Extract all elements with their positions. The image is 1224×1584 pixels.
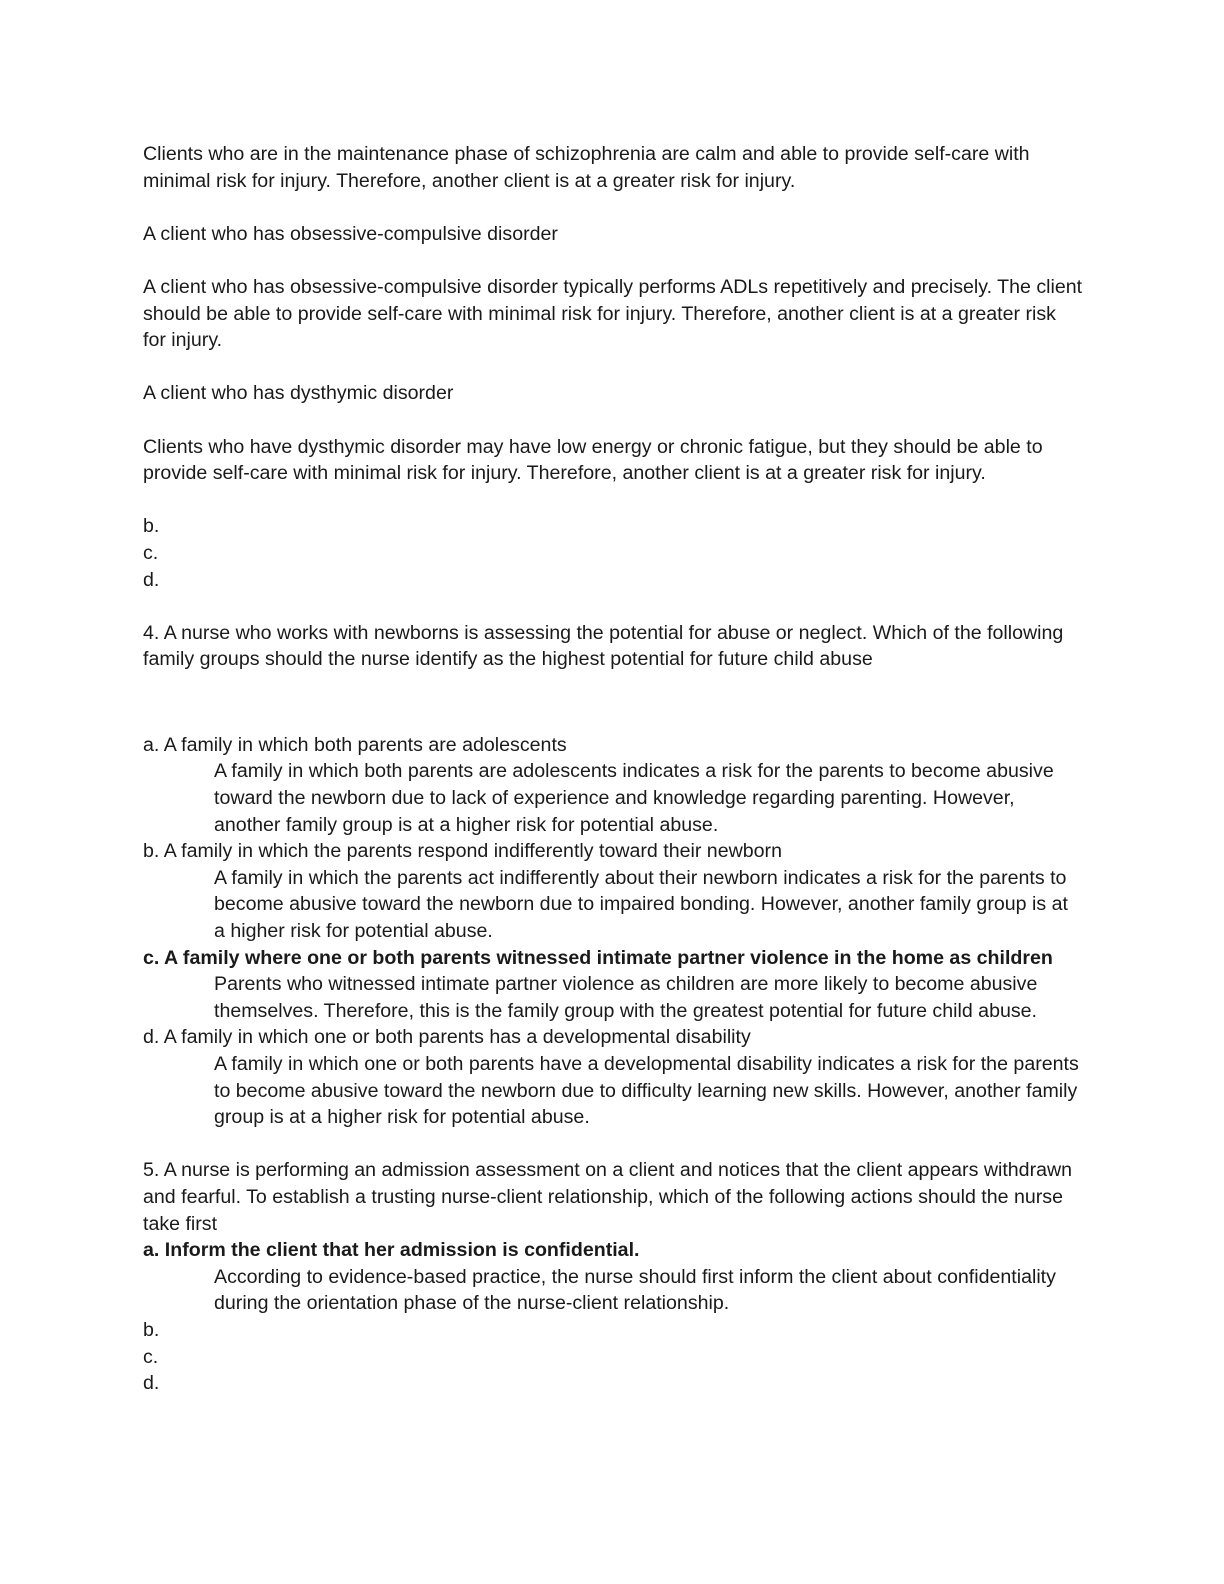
q4-rationale-b: A family in which the parents act indifferently about their newborn indicates a risk for the parents to become abusive toward the newborn due to impaired bonding. However, another family group is at a higher risk for potential abuse. <box>214 866 1068 943</box>
question-5: 5. A nurse is performing an admission assessment on a client and notices that the client appears withdrawn and fearful. To establish a trusting nurse-client relationship, which of the following actions should the nurse take first <box>143 1159 1073 1235</box>
option-ocd: A client who has obsessive-compulsive disorder <box>143 222 558 245</box>
q5-letter-b: b. <box>143 1318 160 1341</box>
q3-letter-list <box>143 513 1083 593</box>
q4-option-d: d. A family in which one or both parents has a developmental disability <box>143 1026 751 1049</box>
q5-rationale-a: According to evidence-based practice, the nurse should first inform the client about confidentiality during the orientation phase of the nurse-client relationship. <box>214 1265 1056 1315</box>
letter-c: c. <box>143 541 159 564</box>
rationale-dysthymic: Clients who have dysthymic disorder may have low energy or chronic fatigue, but they should be able to provide self-care with minimal risk for injury. Therefore, another client is at a greater risk for injury. <box>143 435 1043 485</box>
q4-option-a: a. A family in which both parents are adolescents <box>143 733 567 756</box>
document-page <box>143 141 1083 1397</box>
q5-option-a-correct: a. Inform the client that her admission is confidential. <box>143 1239 640 1262</box>
q4-rationale-d: A family in which one or both parents have a developmental disability indicates a risk for the parents to become abusive toward the newborn due to difficulty learning new skills. However, another family group is at a higher risk for potential abuse. <box>214 1053 1079 1129</box>
q5-letter-c: c. <box>143 1345 159 1368</box>
q5-letter-list <box>143 1317 1083 1397</box>
letter-b: b. <box>143 515 160 538</box>
q4-option-c-correct: c. A family where one or both parents witnessed intimate partner violence in the home as children <box>143 946 1053 969</box>
rationale-ocd: A client who has obsessive-compulsive disorder typically performs ADLs repetitively and precisely. The client should be able to provide self-care with minimal risk for injury. Therefore, another client is at a greater risk for injury. <box>143 275 1083 352</box>
q4-rationale-c: Parents who witnessed intimate partner violence as children are more likely to become abusive themselves. Therefore, this is the family group with the greatest potential for future child abuse. <box>214 973 1038 1022</box>
question-4: 4. A nurse who works with newborns is assessing the potential for abuse or neglect. Which of the following family groups should the nurse identify as the highest potential for future child abuse <box>143 621 1064 671</box>
q4-rationale-a: A family in which both parents are adolescents indicates a risk for the parents to become abusive toward the newborn due to lack of experience and knowledge regarding parenting. However, another family group is at a higher risk for potential abuse. <box>214 760 1054 836</box>
letter-d: d. <box>143 568 160 591</box>
q4-option-b: b. A family in which the parents respond indifferently toward their newborn <box>143 840 782 863</box>
q4-options <box>143 732 1083 1131</box>
rationale-schizophrenia: Clients who are in the maintenance phase of schizophrenia are calm and able to provide self-care with minimal risk for injury. Therefore, another client is at a greater risk for injury. <box>143 143 1030 192</box>
q5-letter-d: d. <box>143 1372 160 1395</box>
option-dysthymic: A client who has dysthymic disorder <box>143 382 454 405</box>
